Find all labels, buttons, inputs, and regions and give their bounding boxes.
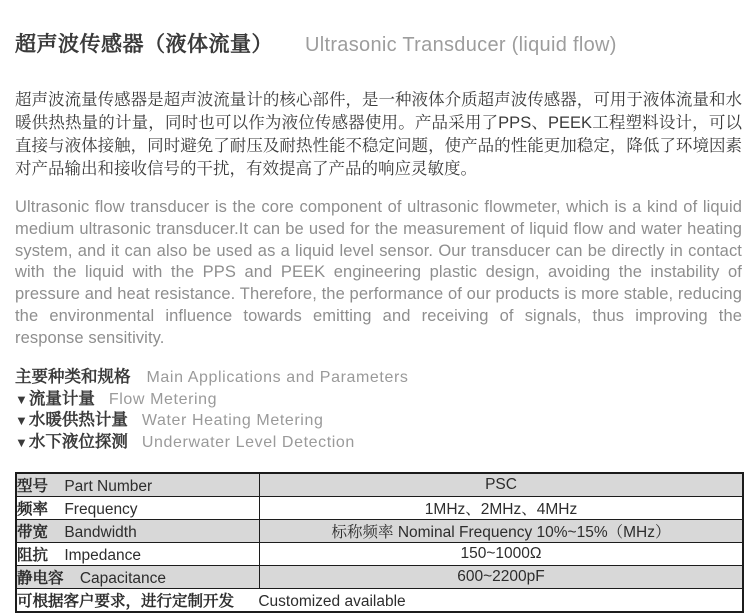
row-label-cell (16, 520, 260, 543)
applications-list (15, 389, 742, 454)
list-item-label-en: Water Heating Metering (141, 412, 324, 430)
triangle-down-icon: ▼ (15, 434, 28, 450)
row-value: PSC (260, 473, 744, 497)
row-label-en: Bandwidth (64, 524, 137, 542)
row-value: 1MHz、2MHz、4MHz (260, 497, 744, 520)
list-item-label-zh: 水下液位探测 (28, 432, 128, 451)
spec-table (15, 472, 744, 613)
row-label-zh: 静电容 (17, 570, 64, 588)
page-title-zh: 超声波传感器（液体流量） (15, 33, 273, 56)
footer-text-en: Customized available (258, 593, 406, 611)
list-item-label-zh: 流量计量 (28, 389, 95, 408)
page-header (15, 28, 742, 58)
row-label-en: Part Number (64, 478, 153, 496)
table-row-impedance (16, 543, 743, 566)
table-row-capacitance (16, 566, 743, 589)
row-value: 标称频率 Nominal Frequency 10%~15%（MHz） (260, 520, 744, 543)
table-footer-row (16, 589, 743, 613)
table-row-part-number (16, 473, 743, 497)
intro-paragraph-en: Ultrasonic flow transducer is the core component of ultrasonic flowmeter, which is a kind of liquid medium ultrasonic transducer.It can be used for the measurement of liquid flow and water heating system, and it can also be used as a liquid level sensor. Our transducer can be directly in contact with the liquid with the PPS and PEEK engineering plastic design, avoiding the instability of pressure and heat resistance. Therefore, the performance of our products is more stable, reducing the environmental influence towards emitting and receiving of signals, thus improving the response sensitivity. (15, 198, 742, 347)
list-item-flow-metering (15, 389, 742, 411)
triangle-down-icon: ▼ (15, 391, 28, 407)
row-label-zh: 阻抗 (17, 547, 49, 565)
page-title-en: Ultrasonic Transducer (liquid flow) (305, 34, 617, 56)
table-row-bandwidth (16, 520, 743, 543)
intro-paragraph-zh: 超声波流量传感器是超声波流量计的核心部件，是一种液体介质超声波传感器，可用于液体流量和水暖供热热量的计量，同时也可以作为液位传感器使用。产品采用了PPS、PEEK工程塑料设计，可以直接与液体接触，同时避免了耐压及耐热性能不稳定问题，使产品的性能更加稳定，降低了环境因素对产品输出和接收信号的干扰，有效提高了产品的响应灵敏度。 (15, 91, 742, 178)
row-label-zh: 型号 (17, 478, 49, 496)
row-label-zh: 频率 (17, 501, 49, 519)
applications-heading-zh: 主要种类和规格 (15, 367, 131, 386)
row-label-cell (16, 543, 260, 566)
row-label-cell (16, 566, 260, 589)
list-item-label-en: Flow Metering (108, 390, 218, 408)
list-item-water-heating-metering (15, 410, 742, 432)
list-item-label-zh: 水暖供热计量 (28, 411, 128, 430)
row-label-cell (16, 497, 260, 520)
footer-cell (16, 589, 743, 613)
row-label-zh: 带宽 (17, 524, 49, 542)
table-row-frequency (16, 497, 743, 520)
applications-heading (15, 363, 742, 387)
applications-heading-en: Main Applications and Parameters (146, 368, 409, 386)
row-label-en: Capacitance (79, 570, 166, 588)
list-item-underwater-level-detection (15, 432, 742, 454)
list-item-label-en: Underwater Level Detection (141, 433, 355, 451)
row-label-cell (16, 473, 260, 497)
row-label-en: Impedance (64, 547, 142, 565)
row-label-en: Frequency (64, 501, 138, 519)
triangle-down-icon: ▼ (15, 413, 28, 429)
row-value: 600~2200pF (260, 566, 744, 589)
footer-text-zh: 可根据客户要求，进行定制开发 (17, 593, 235, 611)
row-value: 150~1000Ω (260, 543, 744, 566)
